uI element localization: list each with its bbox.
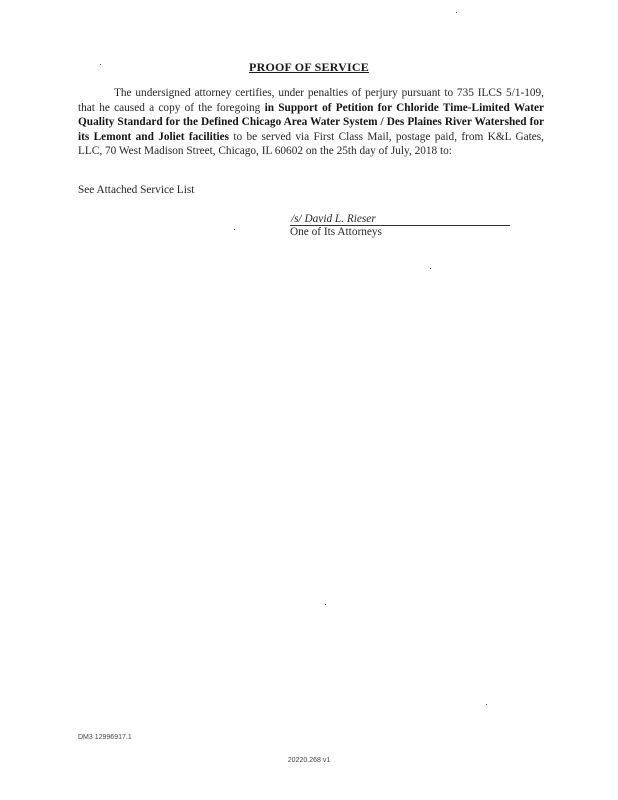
- scan-speck: [430, 268, 431, 269]
- document-title: PROOF OF SERVICE: [249, 60, 369, 74]
- certification-paragraph: [78, 86, 544, 159]
- scan-speck: [486, 704, 487, 705]
- signature-role: One of Its Attorneys: [290, 226, 382, 238]
- scan-speck: [325, 604, 326, 605]
- paragraph-bold-text: in Support of Petition for Chloride Time-Limited Water Quality Standard for the Defined Chicago Area Water System / Des Plaines River Watershed for its Lemont and Joliet facilities: [78, 101, 544, 143]
- document-id: DM3 12996917.1: [78, 734, 132, 741]
- page-footer: 20220.268 v1: [287, 757, 331, 764]
- paragraph-text-start: The undersigned attorney certifies, under penalties of perjury pursuant to 735 ILCS 5/1-109, that he caused a copy of the foregoing: [78, 87, 544, 114]
- signature-name: /s/ David L. Rieser: [291, 213, 376, 225]
- scan-speck: [100, 64, 101, 65]
- paragraph-text-end: to be served via First Class Mail, postage paid, from K&L Gates, LLC, 70 West Madison Street, Chicago, IL 60602 on the 25th day of July, 2018 to:: [78, 130, 544, 158]
- scan-speck: [234, 229, 235, 230]
- service-list-reference: See Attached Service List: [78, 184, 195, 196]
- scan-speck: [456, 12, 457, 13]
